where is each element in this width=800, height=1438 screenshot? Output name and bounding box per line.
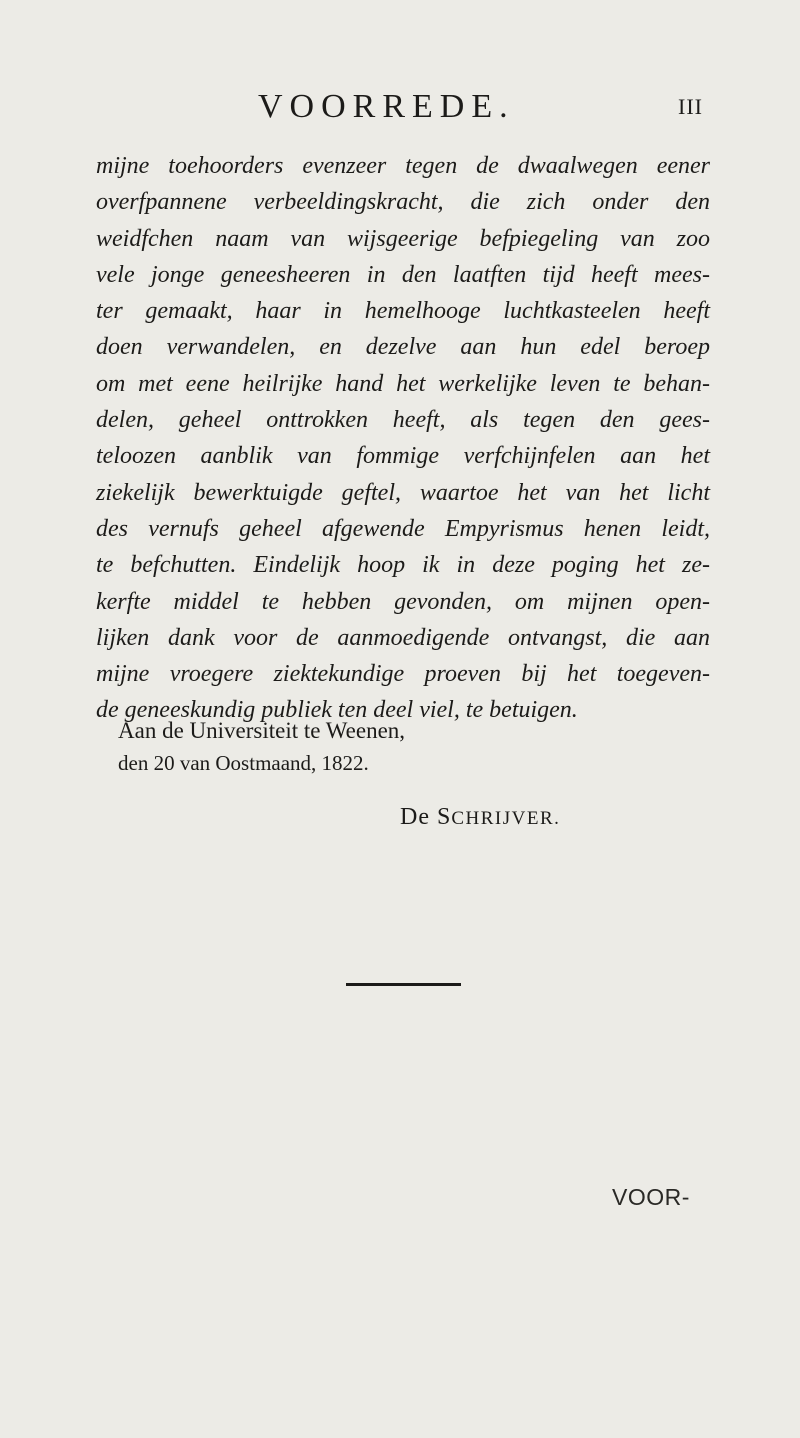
section-divider-rule (346, 983, 461, 986)
text-line: ziekelijk bewerktuigde geftel, waartoe het van het licht (96, 479, 710, 506)
text-line: mijne vroegere ziektekundige proeven bij het toegeven- (96, 661, 710, 688)
text-line: te befchutten. Eindelijk hoop ik in deze poging het ze- (96, 552, 710, 579)
text-line: de geneeskundig publiek ten deel viel, te betuigen. (96, 697, 578, 724)
author-signature (400, 804, 560, 831)
page-number: III (678, 94, 703, 119)
text-line: mijne toehoorders evenzeer tegen de dwaalwegen eener (96, 153, 710, 179)
signoff-place: Aan de Universiteit te Weenen, (118, 718, 406, 743)
text-line: overfpannene verbeeldingskracht, die zich onder den (96, 189, 710, 216)
text-line: doen verwandelen, en dezelve aan hun edel beroep (96, 334, 710, 361)
preface-body-text (96, 148, 710, 729)
catchword: VOOR- (612, 1184, 690, 1210)
text-line: om met eene heilrijke hand het werkelijke leven te behan- (96, 370, 710, 397)
signoff-date: den 20 van Oostmaand, 1822. (118, 751, 369, 775)
text-line: ter gemaakt, haar in hemelhooge luchtkasteelen heeft (96, 298, 710, 325)
text-line: lijken dank voor de aanmoedigende ontvangst, die aan (96, 624, 710, 651)
text-line: vele jonge geneesheeren in den laatften tijd heeft mees- (96, 261, 710, 288)
author-initial: De S (400, 804, 452, 830)
text-line: des vernufs geheel afgewende Empyrismus henen leidt, (96, 515, 710, 542)
author-rest: CHRIJVER. (451, 808, 561, 829)
text-line: weidfchen naam van wijsgeerige befpiegeling van zoo (96, 225, 710, 252)
running-head: VOORREDE. (258, 88, 515, 125)
text-line: teloozen aanblik van fommige verfchijnfelen aan het (96, 443, 710, 470)
text-line: kerfte middel te hebben gevonden, om mijnen open- (96, 588, 710, 615)
text-line: delen, geheel onttrokken heeft, als tegen den gees- (96, 407, 710, 434)
